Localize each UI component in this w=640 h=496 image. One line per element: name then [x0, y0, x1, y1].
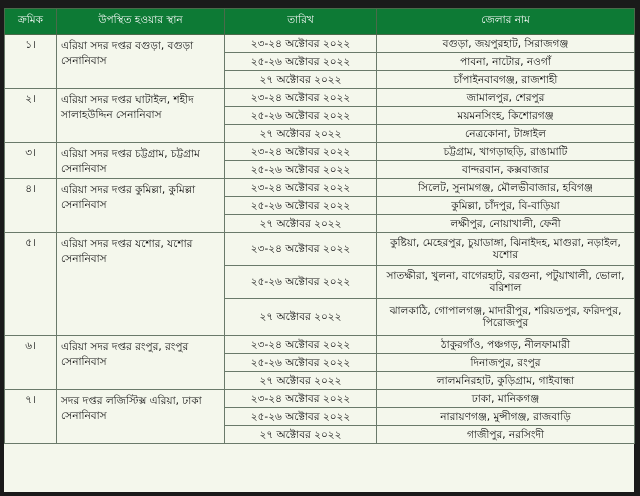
place-cell: এরিয়া সদর দপ্তর কুমিল্লা, কুমিল্লা সেনানিবাস: [57, 179, 225, 233]
date-cell: ২৩-২৪ অক্টোবর ২০২২: [225, 336, 377, 354]
header-row: [5, 9, 635, 35]
district-cell: দিনাজপুর, রংপুর: [377, 354, 635, 372]
district-cell: সিলেট, সুনামগঞ্জ, মৌলভীবাজার, হবিগঞ্জ: [377, 179, 635, 197]
district-cell: সাতক্ষীরা, খুলনা, বাগেরহাট, বরগুনা, পটুয়াখালী, ভোলা, বরিশাল: [377, 266, 635, 299]
district-cell: বগুড়া, জয়পুরহাট, সিরাজগঞ্জ: [377, 35, 635, 53]
district-cell: গাজীপুর, নরসিংদী: [377, 426, 635, 444]
date-cell: ২৩-২৪ অক্টোবর ২০২২: [225, 143, 377, 161]
schedule-document: [4, 8, 634, 492]
district-cell: চাঁপাইনবাবগঞ্জ, রাজশাহী: [377, 71, 635, 89]
date-cell: ২৭ অক্টোবর ২০২২: [225, 71, 377, 89]
date-cell: ২৫-২৬ অক্টোবর ২০২২: [225, 161, 377, 179]
date-cell: ২৫-২৬ অক্টোবর ২০২২: [225, 107, 377, 125]
table-row: [5, 35, 635, 53]
serial-cell: ৬।: [5, 336, 57, 390]
district-cell: নারায়ণগঞ্জ, মুন্সীগঞ্জ, রাজবাড়ি: [377, 408, 635, 426]
table-row: [5, 336, 635, 354]
serial-cell: ৪।: [5, 179, 57, 233]
district-cell: চট্টগ্রাম, খাগড়াছড়ি, রাঙামাটি: [377, 143, 635, 161]
district-cell: ঝালকাঠি, গোপালগঞ্জ, মাদারীপুর, শরিয়তপুর, ফরিদপুর, পিরোজপুর: [377, 299, 635, 336]
place-cell: এরিয়া সদর দপ্তর রংপুর, রংপুর সেনানিবাস: [57, 336, 225, 390]
district-cell: কুষ্টিয়া, মেহেরপুর, চুয়াডাঙ্গা, ঝিনাইদহ, মাগুরা, নড়াইল, যশোর: [377, 233, 635, 266]
serial-cell: ২।: [5, 89, 57, 143]
district-cell: নেত্রকোনা, টাঙ্গাইল: [377, 125, 635, 143]
schedule-table: [4, 8, 635, 444]
district-cell: লক্ষীপুর, নোয়াখালী, ফেনী: [377, 215, 635, 233]
place-cell: এরিয়া সদর দপ্তর বগুড়া, বগুড়া সেনানিবাস: [57, 35, 225, 89]
header-place: উপস্থিত হওয়ার স্থান: [57, 9, 225, 35]
district-cell: ঠাকুরগাঁও, পঞ্চগড়, নীলফামারী: [377, 336, 635, 354]
header-district: জেলার নাম: [377, 9, 635, 35]
table-row: [5, 233, 635, 266]
place-cell: এরিয়া সদর দপ্তর চট্টগ্রাম, চট্টগ্রাম সেনানিবাস: [57, 143, 225, 179]
date-cell: ২৭ অক্টোবর ২০২২: [225, 299, 377, 336]
table-row: [5, 179, 635, 197]
table-row: [5, 89, 635, 107]
place-cell: এরিয়া সদর দপ্তর ঘাটাইল, শহীদ সালাহউদ্দিন সেনানিবাস: [57, 89, 225, 143]
date-cell: ২৫-২৬ অক্টোবর ২০২২: [225, 53, 377, 71]
header-date: তারিখ: [225, 9, 377, 35]
table-row: [5, 390, 635, 408]
district-cell: ঢাকা, মানিকগঞ্জ: [377, 390, 635, 408]
date-cell: ২৫-২৬ অক্টোবর ২০২২: [225, 354, 377, 372]
date-cell: ২৭ অক্টোবর ২০২২: [225, 215, 377, 233]
date-cell: ২৩-২৪ অক্টোবর ২০২২: [225, 89, 377, 107]
date-cell: ২৭ অক্টোবর ২০২২: [225, 125, 377, 143]
date-cell: ২৫-২৬ অক্টোবর ২০২২: [225, 197, 377, 215]
date-cell: ২৫-২৬ অক্টোবর ২০২২: [225, 408, 377, 426]
district-cell: কুমিল্লা, চাঁদপুর, বি-বাড়িয়া: [377, 197, 635, 215]
date-cell: ২৭ অক্টোবর ২০২২: [225, 426, 377, 444]
district-cell: পাবনা, নাটোর, নওগাঁ: [377, 53, 635, 71]
table-row: [5, 143, 635, 161]
place-cell: এরিয়া সদর দপ্তর যশোর, যশোর সেনানিবাস: [57, 233, 225, 336]
serial-cell: ৩।: [5, 143, 57, 179]
date-cell: ২৭ অক্টোবর ২০২২: [225, 372, 377, 390]
district-cell: লালমনিরহাট, কুড়িগ্রাম, গাইবান্ধা: [377, 372, 635, 390]
district-cell: ময়মনসিংহ, কিশোরগঞ্জ: [377, 107, 635, 125]
date-cell: ২৩-২৪ অক্টোবর ২০২২: [225, 179, 377, 197]
date-cell: ২৩-২৪ অক্টোবর ২০২২: [225, 233, 377, 266]
date-cell: ২৫-২৬ অক্টোবর ২০২২: [225, 266, 377, 299]
date-cell: ২৩-২৪ অক্টোবর ২০২২: [225, 35, 377, 53]
date-cell: ২৩-২৪ অক্টোবর ২০২২: [225, 390, 377, 408]
district-cell: বান্দরবান, কক্সবাজার: [377, 161, 635, 179]
serial-cell: ৭।: [5, 390, 57, 444]
place-cell: সদর দপ্তর লজিস্টিক্স এরিয়া, ঢাকা সেনানিবাস: [57, 390, 225, 444]
header-serial: ক্রমিক: [5, 9, 57, 35]
serial-cell: ৫।: [5, 233, 57, 336]
serial-cell: ১।: [5, 35, 57, 89]
district-cell: জামালপুর, শেরপুর: [377, 89, 635, 107]
